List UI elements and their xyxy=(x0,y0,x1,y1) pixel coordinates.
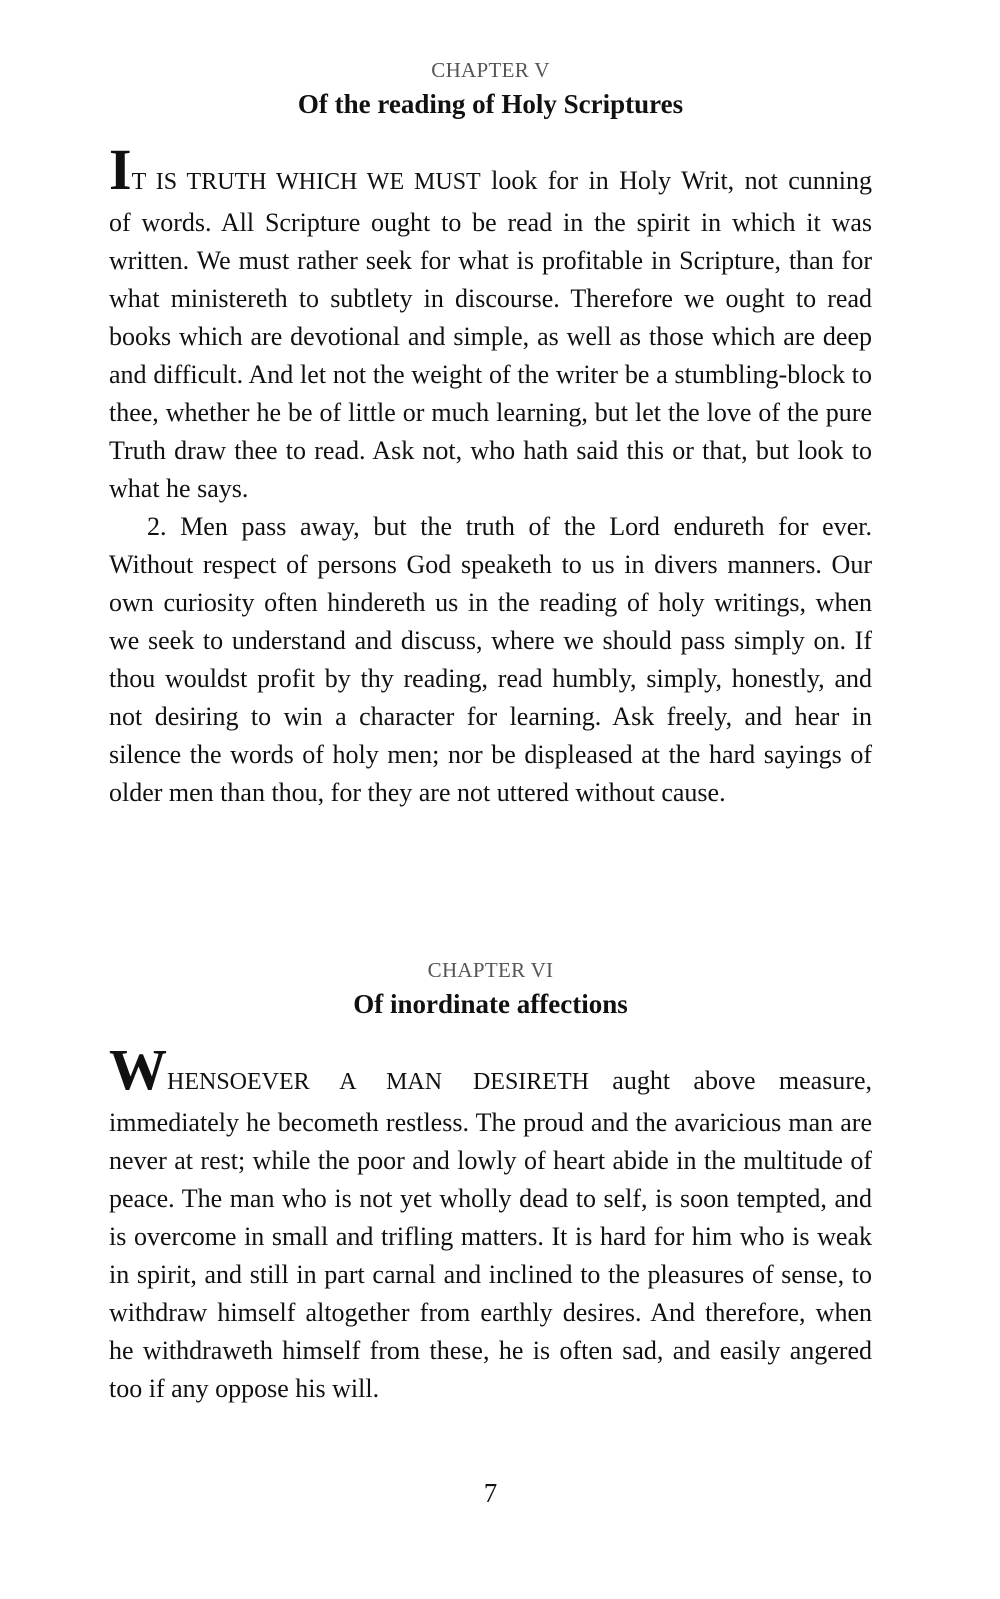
chapter-5-paragraph-2: 2. Men pass away, but the truth of the Lord endureth for ever. Without respect of persons God speaketh to us in divers manners. Our own curiosity often hindereth us in the reading of holy writings, when we seek to understand and discuss, where we should pass simply on. If thou wouldst profit by thy reading, read humbly, simply, honestly, and not desiring to win a character for learning. Ask freely, and hear in silence the words of holy men; nor be displeased at the hard sayings of older men than thou, for they are not uttered without cause. xyxy=(109,512,872,807)
chapter-5-title: Of the reading of Holy Scriptures xyxy=(297,89,684,119)
chapter-6-label: CHAPTER VI xyxy=(427,958,554,982)
chapter-6-body xyxy=(109,1037,872,1408)
chapter-5-first-line xyxy=(109,137,872,204)
chapter-5-dropcap: I xyxy=(109,137,132,202)
book-page xyxy=(109,0,872,1599)
chapter-5-lead-smallcaps: T IS TRUTH WHICH WE MUST xyxy=(131,169,481,195)
chapter-6-section xyxy=(109,958,872,1020)
chapter-5-label: CHAPTER V xyxy=(431,58,550,82)
chapter-5-body xyxy=(109,137,872,812)
chapter-5-section xyxy=(109,58,872,120)
page-number: 7 xyxy=(483,1478,498,1508)
chapter-5-paragraph-1: of words. All Scripture ought to be read in the spirit in which it was written. We must rather seek for what is profitable in Scripture, than for what ministereth to subtlety in discourse. Therefore we ought to read books which are devotional and simple, as well as those which are deep and difficult. And let not the weight of the writer be a stumbling-block to thee, whether he be of little or much learning, but let the love of the pure Truth draw thee to read. Ask not, who hath said this or that, but look to what he says. xyxy=(109,208,872,503)
chapter-6-lead-smallcaps: HENSOEVER A MAN DESIRETH xyxy=(167,1069,589,1095)
chapter-6-title: Of inordinate affections xyxy=(353,989,628,1019)
chapter-6-first-line xyxy=(109,1037,872,1104)
chapter-6-lead-rest: aught above measure, xyxy=(588,1066,872,1095)
chapter-6-dropcap: W xyxy=(109,1037,167,1102)
chapter-6-paragraph-1: immediately he becometh restless. The proud and the avaricious man are never at rest; while the poor and lowly of heart abide in the multitude of peace. The man who is not yet wholly dead to self, is soon tempted, and is overcome in small and trifling matters. It is hard for him who is weak in spirit, and still in part carnal and inclined to the pleasures of sense, to withdraw himself altogether from earthly desires. And therefore, when he withdraweth himself from these, he is often sad, and easily angered too if any oppose his will. xyxy=(109,1108,872,1403)
chapter-5-lead-rest: look for in Holy Writ, not cunning xyxy=(480,166,872,195)
